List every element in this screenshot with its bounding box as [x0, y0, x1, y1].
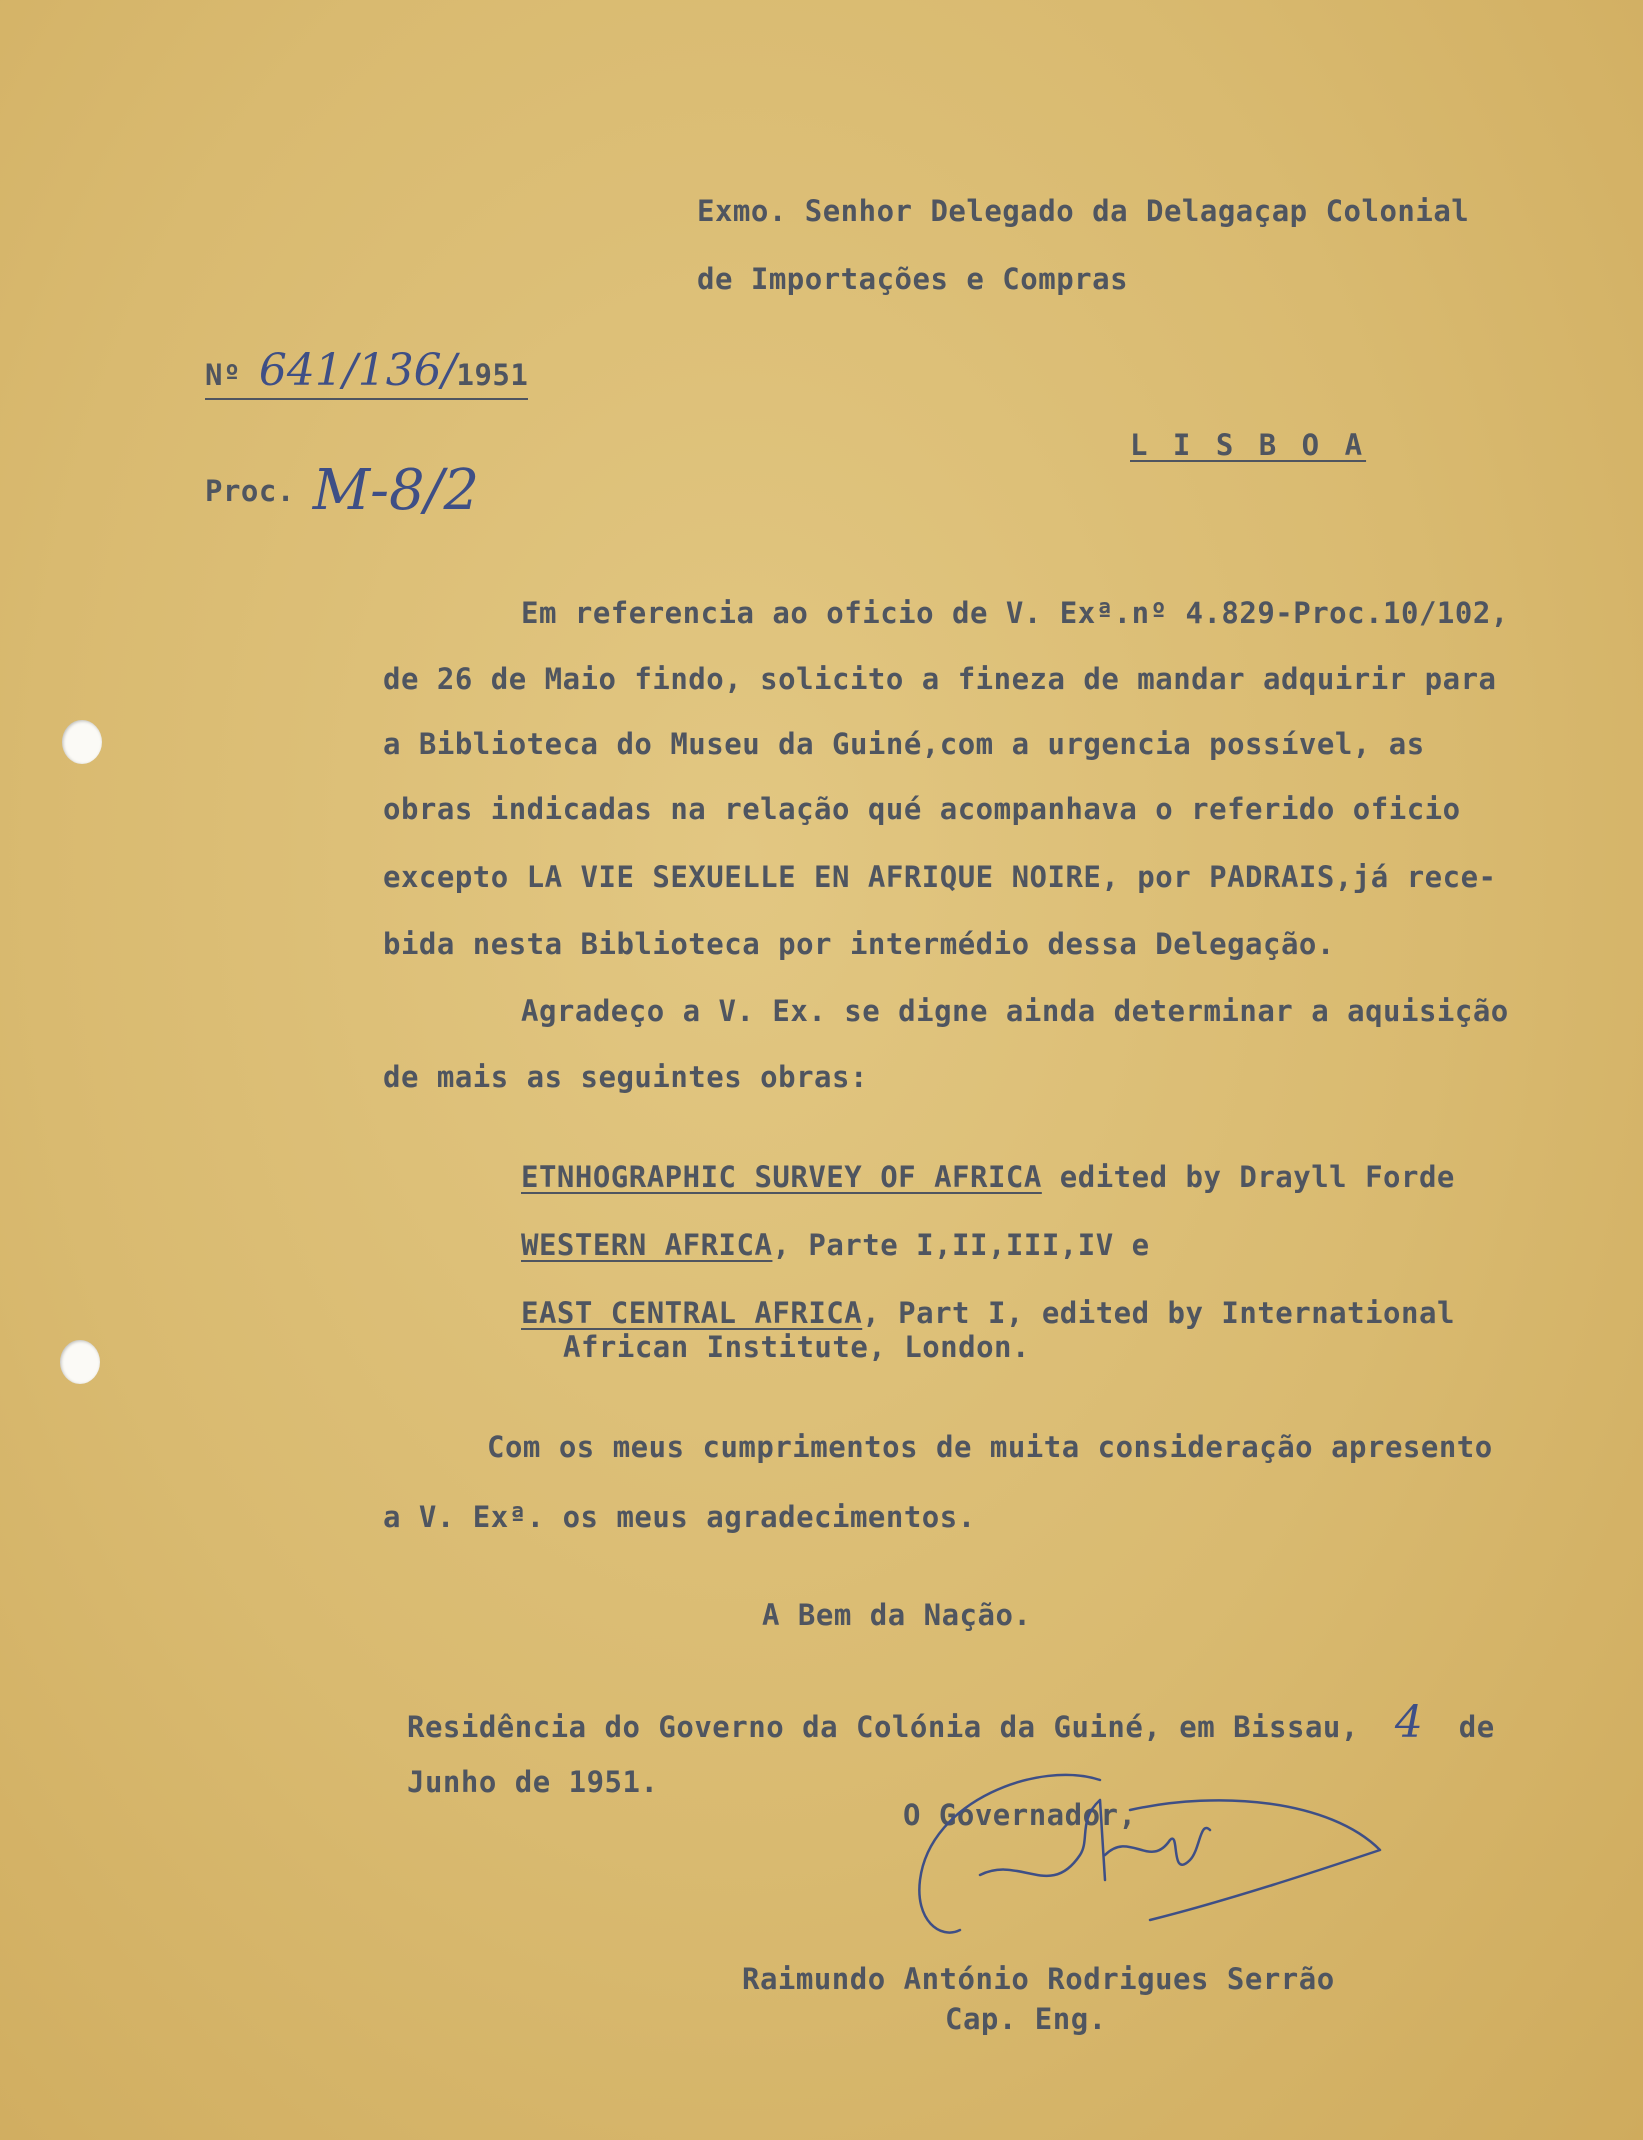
number-label: Nº [205, 358, 241, 392]
number-year: 1951 [456, 358, 529, 392]
process-reference [205, 450, 480, 523]
paragraph-1-line: bida nesta Biblioteca por intermédio dessa Delegação. [383, 927, 1335, 961]
closing-line: a V. Exª. os meus agradecimentos. [383, 1500, 976, 1534]
punch-hole [62, 720, 102, 764]
addressee-line-1: Exmo. Senhor Delegado da Delagaçap Colonial [697, 194, 1470, 228]
place-line: Residência do Governo da Colónia da Guiné, em Bissau, 4 de [407, 1697, 1495, 1748]
signatory-name: Raimundo António Rodrigues Serrão [742, 1962, 1335, 1996]
work-title: ETNHOGRAPHIC SURVEY OF AFRICA [521, 1160, 1042, 1194]
work-item: ETNHOGRAPHIC SURVEY OF AFRICA edited by Drayll Forde [521, 1160, 1455, 1194]
work-item-continuation: African Institute, London. [563, 1330, 1030, 1364]
work-item: WESTERN AFRICA, Parte I,II,III,IV e [521, 1228, 1150, 1262]
reference-number [205, 345, 528, 400]
signatory-role: O Governador, [903, 1798, 1137, 1832]
punch-hole [60, 1340, 100, 1384]
city-heading: L I S B O A [1130, 428, 1367, 462]
signatory-rank: Cap. Eng. [945, 2002, 1107, 2036]
paragraph-1-line: a Biblioteca do Museu da Guiné,com a urgencia possível, as [383, 727, 1425, 761]
work-title: EAST CENTRAL AFRICA [521, 1296, 863, 1330]
paragraph-2-line: Agradeço a V. Ex. se digne ainda determinar a aquisição [521, 994, 1509, 1028]
paragraph-1-line: excepto LA VIE SEXUELLE EN AFRIQUE NOIRE, por PADRAIS,já rece- [383, 860, 1497, 894]
closing-line: Com os meus cumprimentos de muita consideração apresento [487, 1430, 1493, 1464]
paragraph-2-line: de mais as seguintes obras: [383, 1060, 868, 1094]
handwritten-signature [900, 1760, 1400, 1960]
paragraph-1-line: de 26 de Maio findo, solicito a fineza de mandar adquirir para [383, 662, 1497, 696]
salutation: A Bem da Nação. [762, 1598, 1032, 1632]
paragraph-1-line: Em referencia ao oficio de V. Exª.nº 4.829-Proc.10/102, [521, 596, 1509, 630]
work-title: WESTERN AFRICA [521, 1228, 773, 1262]
date-line: Junho de 1951. [407, 1765, 659, 1799]
handwritten-number: 641/136/ [258, 345, 457, 396]
work-item: EAST CENTRAL AFRICA, Part I, edited by International [521, 1296, 1455, 1330]
handwritten-day: 4 [1394, 1697, 1423, 1748]
handwritten-proc: M-8/2 [312, 458, 480, 523]
addressee-line-2: de Importações e Compras [697, 262, 1129, 296]
proc-label: Proc. [205, 474, 295, 508]
paragraph-1-line: obras indicadas na relação qué acompanhava o referido oficio [383, 792, 1461, 826]
